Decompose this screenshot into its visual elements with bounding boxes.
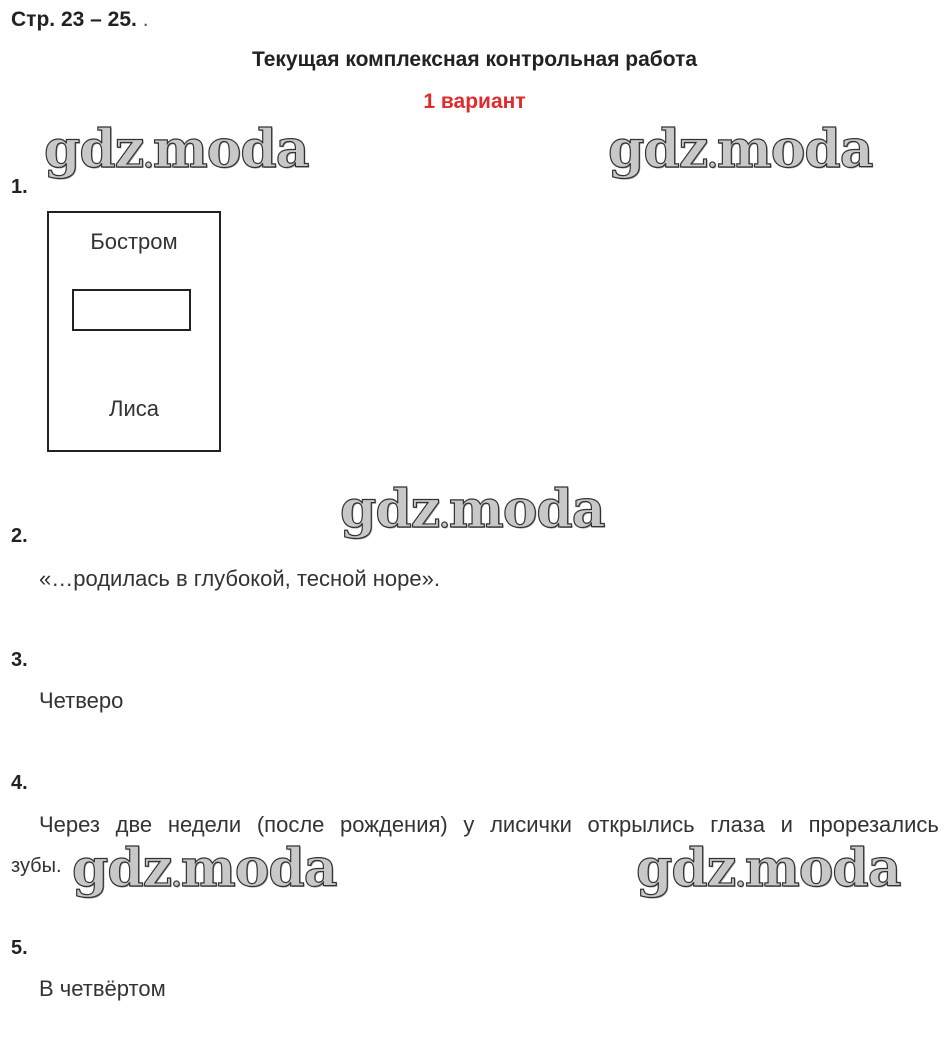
answer-2: «…родилась в глубокой, тесной норе». xyxy=(39,566,440,591)
answer-word: и xyxy=(780,812,793,837)
answer-word: Через xyxy=(39,812,100,837)
watermark-logo: gdz.moda xyxy=(608,119,873,180)
book-author: Бостром xyxy=(90,229,178,254)
watermark-logo: gdz.moda xyxy=(44,119,309,180)
question-number-2: 2. xyxy=(11,525,28,547)
answer-word: (после xyxy=(256,812,325,837)
question-number-4: 4. xyxy=(11,772,28,794)
answer-5: В четвёртом xyxy=(39,976,166,1001)
watermark-logo: gdz.moda xyxy=(72,838,337,899)
variant-label: 1 вариант xyxy=(423,90,526,113)
answer-word: у xyxy=(463,812,475,837)
answer-word: прорезались xyxy=(808,812,939,837)
page-title: Текущая комплексная контрольная работа xyxy=(251,48,698,71)
answer-word: рождения) xyxy=(340,812,448,837)
answer-word: недели xyxy=(167,812,242,837)
watermark-logo: gdz.moda xyxy=(636,838,901,899)
book-title: Лиса xyxy=(109,396,159,421)
watermark-logo: gdz.moda xyxy=(340,479,605,540)
question-number-5: 5. xyxy=(11,937,28,959)
page-reference-text: Стр. 23 – 25. xyxy=(11,8,137,31)
answer-4-line-2: зубы. xyxy=(11,855,62,877)
page-reference xyxy=(11,8,149,32)
answer-word: глаза xyxy=(710,812,765,837)
book-title-slot xyxy=(72,289,191,331)
book-cover-box xyxy=(47,211,221,452)
question-number-3: 3. xyxy=(11,649,28,671)
answer-word: две xyxy=(115,812,153,837)
answer-word: лисички xyxy=(490,812,572,837)
question-number-1: 1. xyxy=(11,176,28,198)
answer-4-line-1 xyxy=(39,812,939,838)
answer-3: Четверо xyxy=(39,688,124,713)
page-reference-tail: . xyxy=(136,8,149,31)
answer-word: открылись xyxy=(587,812,695,837)
